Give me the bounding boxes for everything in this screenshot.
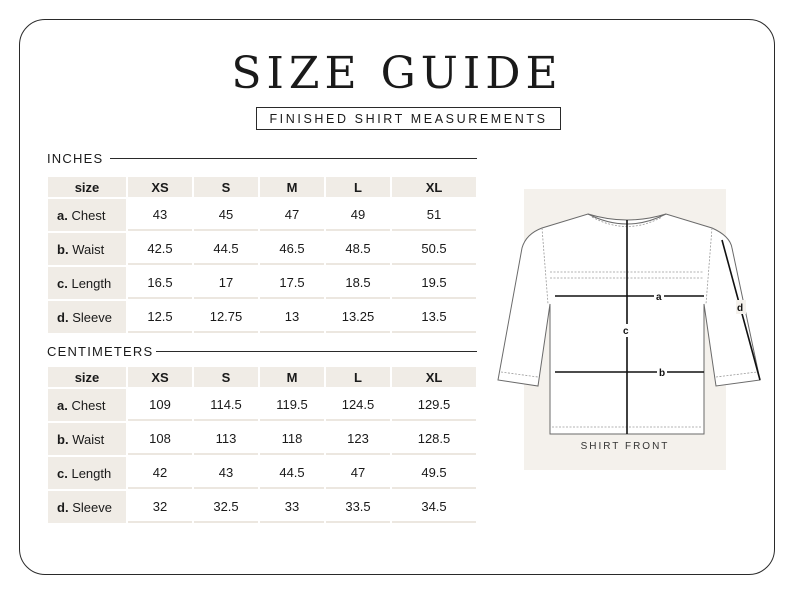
inches-section-label: INCHES — [47, 151, 104, 166]
table-cell: 16.5 — [128, 267, 192, 299]
measure-label-c: c — [623, 326, 629, 337]
table-cell: 114.5 — [194, 389, 258, 421]
measure-label-b: b — [659, 368, 666, 379]
table-cell: 33 — [260, 491, 324, 523]
table-cell: 17 — [194, 267, 258, 299]
centimeters-section-label: CENTIMETERS — [47, 344, 154, 359]
measure-label-a: a — [656, 292, 662, 303]
table-cell: 129.5 — [392, 389, 476, 421]
table-cell: 43 — [194, 457, 258, 489]
table-cell: 47 — [260, 199, 324, 231]
row-label: c. Length — [48, 457, 126, 489]
page-title: SIZE GUIDE — [231, 48, 563, 99]
header-cell: L — [326, 177, 390, 197]
header-cell: size — [48, 177, 126, 197]
header-cell: XS — [128, 367, 192, 387]
table-cell: 48.5 — [326, 233, 390, 265]
table-cell: 43 — [128, 199, 192, 231]
table-cell: 44.5 — [260, 457, 324, 489]
table-cell: 108 — [128, 423, 192, 455]
table-row — [48, 423, 476, 455]
table-cell: 124.5 — [326, 389, 390, 421]
table-cell: 13.25 — [326, 301, 390, 333]
table-row — [48, 389, 476, 421]
header-cell: L — [326, 367, 390, 387]
header-cell: M — [260, 177, 324, 197]
header-cell: S — [194, 177, 258, 197]
page-subtitle: FINISHED SHIRT MEASUREMENTS — [256, 107, 561, 130]
inches-section-rule — [110, 158, 477, 159]
table-row — [48, 233, 476, 265]
table-cell: 123 — [326, 423, 390, 455]
table-header-row — [48, 367, 476, 387]
table-cell: 32 — [128, 491, 192, 523]
table-cell: 12.5 — [128, 301, 192, 333]
table-cell: 45 — [194, 199, 258, 231]
table-row — [48, 267, 476, 299]
row-label: a. Chest — [48, 389, 126, 421]
table-cell: 50.5 — [392, 233, 476, 265]
table-cell: 128.5 — [392, 423, 476, 455]
row-label: b. Waist — [48, 423, 126, 455]
table-cell: 119.5 — [260, 389, 324, 421]
header-cell: size — [48, 367, 126, 387]
table-cell: 109 — [128, 389, 192, 421]
table-cell: 49.5 — [392, 457, 476, 489]
table-cell: 49 — [326, 199, 390, 231]
table-header-row — [48, 177, 476, 197]
row-label: c. Length — [48, 267, 126, 299]
centimeters-section-rule — [156, 351, 477, 352]
table-cell: 32.5 — [194, 491, 258, 523]
table-row — [48, 457, 476, 489]
row-label: a. Chest — [48, 199, 126, 231]
table-cell: 47 — [326, 457, 390, 489]
header-cell: M — [260, 367, 324, 387]
row-label: b. Waist — [48, 233, 126, 265]
table-cell: 42 — [128, 457, 192, 489]
table-cell: 118 — [260, 423, 324, 455]
table-cell: 12.75 — [194, 301, 258, 333]
table-row — [48, 491, 476, 523]
table-cell: 13 — [260, 301, 324, 333]
row-label: d. Sleeve — [48, 491, 126, 523]
header-cell: XL — [392, 367, 476, 387]
table-cell: 18.5 — [326, 267, 390, 299]
table-cell: 46.5 — [260, 233, 324, 265]
table-cell: 34.5 — [392, 491, 476, 523]
table-cell: 17.5 — [260, 267, 324, 299]
table-cell: 33.5 — [326, 491, 390, 523]
measure-label-d: d — [737, 303, 744, 314]
row-label: d. Sleeve — [48, 301, 126, 333]
inches-table — [46, 175, 478, 335]
shirt-front-diagram — [490, 200, 780, 450]
table-cell: 51 — [392, 199, 476, 231]
table-row — [48, 301, 476, 333]
table-cell: 13.5 — [392, 301, 476, 333]
header-cell: XL — [392, 177, 476, 197]
header-cell: S — [194, 367, 258, 387]
header-cell: XS — [128, 177, 192, 197]
centimeters-table — [46, 365, 478, 525]
table-cell: 113 — [194, 423, 258, 455]
table-cell: 42.5 — [128, 233, 192, 265]
table-cell: 44.5 — [194, 233, 258, 265]
table-cell: 19.5 — [392, 267, 476, 299]
shirt-caption: SHIRT FRONT — [580, 441, 670, 452]
table-row — [48, 199, 476, 231]
